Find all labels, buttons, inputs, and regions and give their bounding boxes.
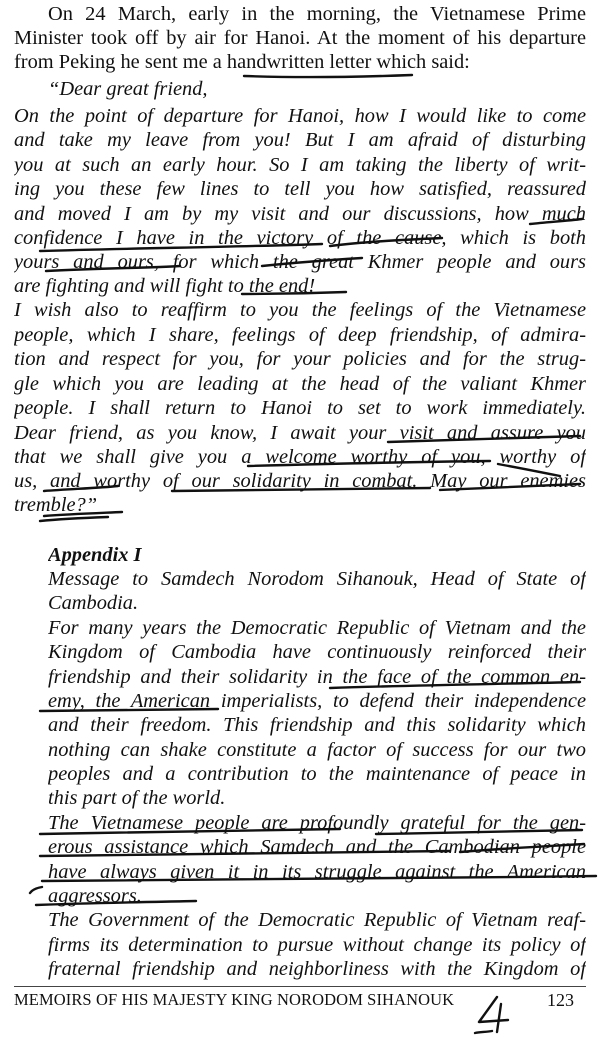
appendix-line: nothing can shake constitute a factor of success for our two bbox=[48, 739, 586, 761]
page-number: 123 bbox=[547, 990, 574, 1010]
appendix-line: peoples and a contribution to the maintenance of peace in bbox=[48, 763, 586, 785]
appendix-line: Message to Samdech Norodom Sihanouk, Head of State of bbox=[48, 568, 586, 590]
letter-line: you at such an early hour. So I am taking the liberty of writ- bbox=[14, 154, 586, 176]
letter-line: confidence I have in the victory of the cause, which is both bbox=[14, 227, 586, 249]
letter-line: people. I shall return to Hanoi to set to work immediately. bbox=[14, 397, 586, 419]
appendix-line: The Government of the Democratic Republic of Vietnam reaf- bbox=[48, 909, 586, 931]
letter-line: and moved I am by my visit and our discussions, how much bbox=[14, 203, 586, 225]
appendix-line: Cambodia. bbox=[48, 592, 139, 614]
appendix-line: friendship and their solidarity in the face of the common en- bbox=[48, 666, 586, 688]
letter-line: us, and worthy of our solidarity in combat. May our enemies bbox=[14, 470, 586, 492]
letter-line: I wish also to reaffirm to you the feelings of the Vietnamese bbox=[14, 299, 586, 321]
appendix-heading: Appendix I bbox=[48, 544, 142, 566]
letter-line: ing you these few lines to tell you how satisfied, reassured bbox=[14, 178, 586, 200]
letter-line: and take my leave from you! But I am afraid of disturbing bbox=[14, 129, 586, 151]
intro-line: Minister took off by air for Hanoi. At the moment of his departure bbox=[14, 27, 586, 49]
running-footer-title: MEMOIRS OF HIS MAJESTY KING NORODOM SIHANOUK bbox=[14, 990, 455, 1009]
appendix-line: Kingdom of Cambodia have continuously reinforced their bbox=[48, 641, 586, 663]
appendix-line: fraternal friendship and neighborliness with the Kingdom of bbox=[48, 958, 586, 980]
intro-line: from Peking he sent me a handwritten letter which said: bbox=[14, 51, 470, 73]
appendix-line: firms its determination to pursue without change its policy of bbox=[48, 934, 586, 956]
letter-line: people, which I share, feelings of deep friendship, of admira- bbox=[14, 324, 586, 346]
underline-end-of-letter bbox=[40, 517, 108, 521]
letter-line: yours and ours, for which the great Khmer people and ours bbox=[14, 251, 586, 273]
appendix-line: and their freedom. This friendship and this solidarity which bbox=[48, 714, 586, 736]
letter-line: tion and respect for you, for your policies and for the strug- bbox=[14, 348, 586, 370]
margin-pen-stroke bbox=[30, 887, 42, 893]
appendix-line: erous assistance which Samdech and the Cambodian people bbox=[48, 836, 586, 858]
letter-line: Dear friend, as you know, I await your visit and assure you bbox=[14, 422, 586, 444]
letter-salutation: “Dear great friend, bbox=[48, 78, 208, 100]
appendix-line: have always given it in its struggle against the American bbox=[48, 861, 586, 883]
appendix-line: For many years the Democratic Republic of Vietnam and the bbox=[48, 617, 586, 639]
letter-line: gle which you are leading at the head of the valiant Khmer bbox=[14, 373, 586, 395]
appendix-line: The Vietnamese people are profoundly grateful for the gen- bbox=[48, 812, 586, 834]
letter-line: tremble?” bbox=[14, 494, 98, 516]
letter-line: are fighting and will fight to the end! bbox=[14, 275, 316, 297]
appendix-line: emy, the American imperialists, to defend their independence bbox=[48, 690, 586, 712]
appendix-line: this part of the world. bbox=[48, 787, 226, 809]
letter-line: that we shall give you a welcome worthy of you, worthy of bbox=[14, 446, 586, 468]
letter-line: On the point of departure for Hanoi, how I would like to come bbox=[14, 105, 586, 127]
intro-line: On 24 March, early in the morning, the Vietnamese Prime bbox=[48, 3, 586, 25]
appendix-line: aggressors. bbox=[48, 885, 142, 907]
footer-rule bbox=[14, 986, 586, 987]
handwritten-four bbox=[475, 997, 508, 1033]
